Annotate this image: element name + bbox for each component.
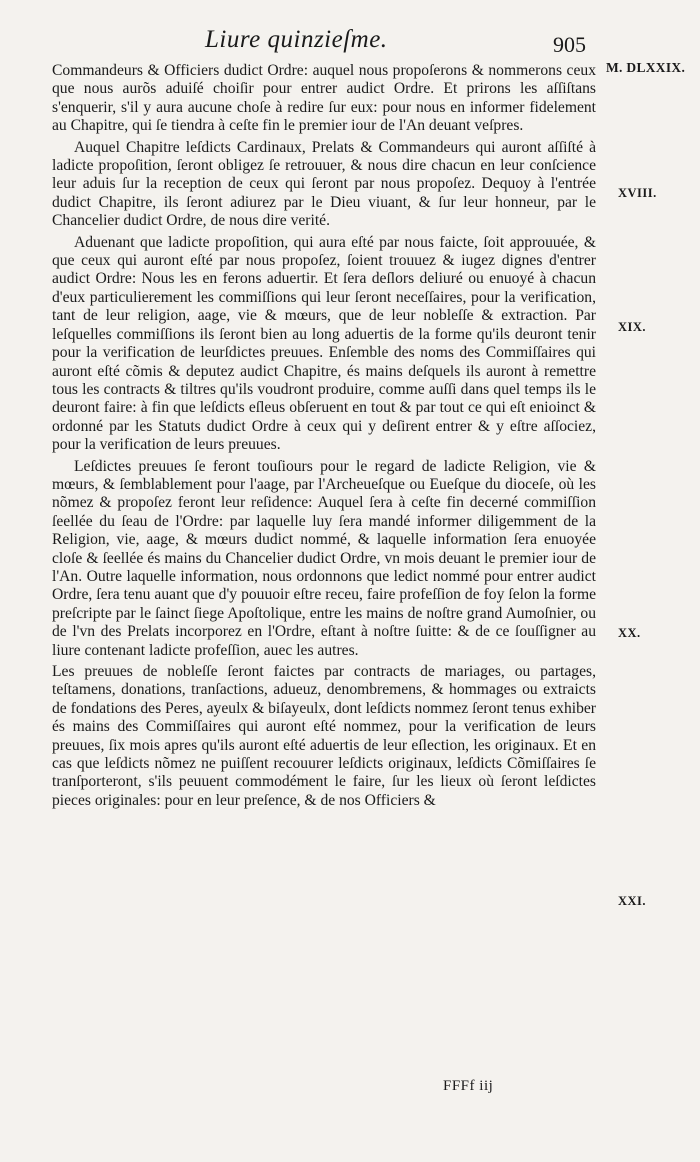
margin-note-xx: XX. — [618, 626, 641, 640]
paragraph-article-20: Leſdictes preuues ſe feront touſiours pour le regard de ladicte Religion, vie & mœurs, & ſemblablement pour l'aage, par l'Archeueſque ou Eueſque du dioceſe, où les nõmez & propoſez feront leur reſidence: Auquel ſera à ceſte fin decerné commiſſion ſeellée du ſeau de l'Ordre: par laquelle luy ſera mandé informer diligemment de la Religion, vie, aage, & mœurs dudict nommé, & laquelle information ſera enuoyée cloſe & ſeellée és mains du Chancelier dudict Ordre, vn mois deuant le premier iour de l'An. Outre laquelle information, nous ordonnons que ledict nommé pour entrer audict Ordre, ſera tenu auant que d'y pouuoir eſtre receu, faire profeſſion de foy ſelon la forme preſcripte par le ſainct ſiege Apoſtolique, entre les mains de noſtre grand Aumoſnier, ou de l'vn des Prelats incorporez en l'Ordre, eſtant à noſtre ſuitte: & de ce ſouſſigner au liure contenant ladicte profeſſion, auec les autres. — [52, 457, 596, 659]
margin-note-xviii: XVIII. — [618, 186, 657, 200]
page-number: 905 — [553, 32, 586, 57]
body-text — [52, 62, 596, 813]
margin-note-xxi: XXI. — [618, 894, 647, 908]
margin-note-xix: XIX. — [618, 320, 647, 334]
year-margin-note: M. DLXXIX. — [606, 60, 686, 75]
paragraph-continued: Commandeurs & Officiers dudict Ordre: auquel nous propoſerons & nommerons ceux que nous aurõs aduiſé choiſir pour entrer audict Ordre. Et prirons les aſſiſtans s'enquerir, s'il y aura aucune choſe à redire ſur eux: pour nous en informer fidelement au Chapitre, qui ſe tiendra à ceſte fin le premier iour de l'An deuant veſpres. — [52, 62, 596, 135]
paragraph-article-18: Auquel Chapitre leſdicts Cardinaux, Prelats & Commandeurs qui auront aſſiſté à ladicte propoſition, ſeront obligez ſe retrouuer, & nous dire chacun en leur conſcience leur aduis ſur la reception de ceux qui ſeront par nous propoſez. Dequoy à l'entrée dudict Chapitre, ils ſeront adiurez par le Dieu viuant, & ſur leur honneur, par le Chancelier dudict Ordre, de nous dire verité. — [52, 138, 596, 230]
signature-mark: FFFf iij — [443, 1078, 494, 1094]
running-title: Liure quinzieſme. — [205, 26, 388, 53]
paragraph-article-21: Les preuues de nobleſſe ſeront faictes par contracts de mariages, ou partages, teſtamens, donations, tranſactions, adueuz, denombremens, & hommages ou extraicts de fondations des Peres, ayeulx & biſayeulx, dont leſdicts nommez ſeront tenus exhiber és mains des Commiſſaires qui auront eſté nommez, pour la verification de leurs preuues, ſix mois apres qu'ils auront eſté aduertis de leur eſlection, les originaux. Et en cas que leſdicts nõmez ne puiſſent recouurer leſdicts originaux, leſdicts Cõmiſſaires ſe tranſporteront, s'ils peuuent commodément le faire, ſur les lieux où ſeront leſdictes pieces originales: pour en leur preſence, & de nos Officiers & — [52, 663, 596, 809]
paragraph-article-19: Aduenant que ladicte propoſition, qui aura eſté par nous faicte, ſoit approuuée, & que ceux qui auront eſté par nous propoſez, ſoient trouuez & iugez dignes d'entrer audict Ordre: Nous les en ferons aduertir. Et ſera deſlors deliuré ou enuoyé à chacun d'eux particulierement les commiſſions qui leur ſeront neceſſaires, pour la verification, tant de leur religion, aage, vie & mœurs, que de leur nobleſſe & extraction. Par leſquelles commiſſions ils ſeront bien au long aduertis de la forme qu'ils deuront tenir pour la verification de leurſdictes preuues. Enſemble des noms des Commiſſaires qui auront eſté cõmis & deputez audict Chapitre, és mains deſquels ils auront à remettre tous les contracts & tiltres qu'ils voudront produire, comme auſſi dans quel temps ils le deuront faire: à fin que leſdicts eſleus obſeruent en tout & par tout ce qui eſt enioinct & ordonné par les Statuts dudict Ordre à ceux qui y deſirent entrer & y eſtre aſſociez, pour la verification de leurs preuues. — [52, 233, 596, 454]
